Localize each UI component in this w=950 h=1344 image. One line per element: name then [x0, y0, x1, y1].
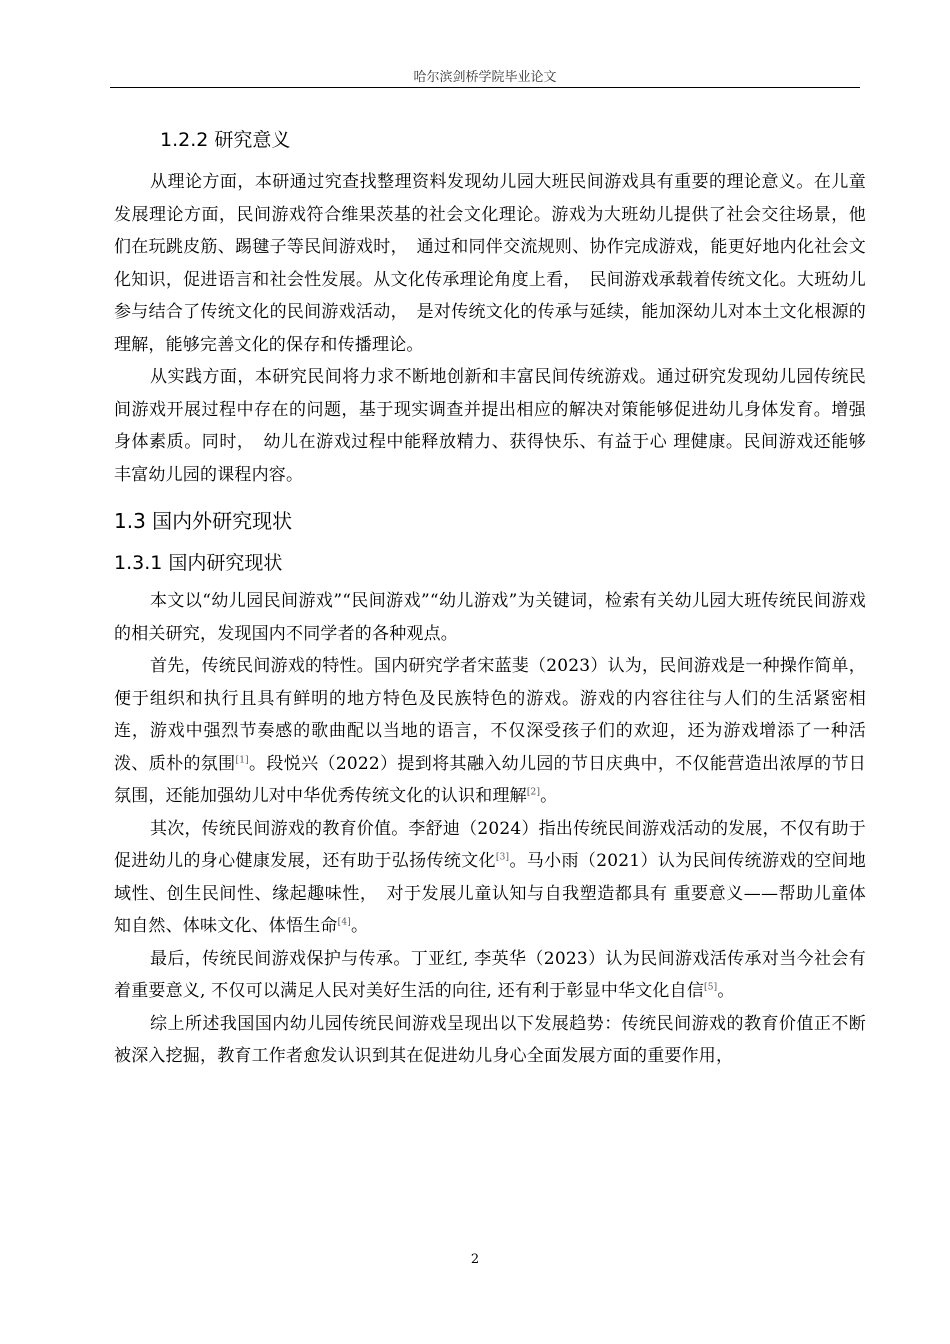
- section-heading-1-2-2: 1.2.2 研究意义: [160, 129, 291, 151]
- text-segment: 最后，传统民间游戏保护与传承。丁亚红, 李英华（2023）认为民间游戏活传承对当今社会有着重要意义, 不仅可以满足人民对美好生活的向往, 还有利于彰显中华文化自信: [114, 948, 866, 1001]
- citation-ref-4: [4]: [337, 917, 351, 928]
- citation-ref-5: [5]: [704, 982, 718, 993]
- section-heading-1-3-1: 1.3.1 国内研究现状: [114, 552, 283, 574]
- paragraph-characteristics: [114, 650, 866, 813]
- text-segment: 。: [717, 981, 735, 1001]
- citation-ref-3: [3]: [495, 852, 510, 863]
- paragraph-practice: 从实践方面，本研究民间将力求不断地创新和丰富民间传统游戏。通过研究发现幼儿园传统民间游戏开展过程中存在的问题，基于现实调查并提出相应的解决对策能够促进幼儿身体发育。增强身体素质。同时， 幼儿在游戏过程中能释放精力、获得快乐、有益于心 理健康。民间游戏还能够丰富幼儿园的课程内容。: [114, 367, 866, 485]
- header-divider: [110, 87, 860, 88]
- section-heading-1-3: 1.3 国内外研究现状: [114, 509, 293, 533]
- text-segment: 。: [540, 786, 558, 806]
- text-segment: 。段悦兴（2022）提到将其融入幼儿园的节日庆典中，不仅能营造出浓厚的节日氛围，还能加强幼儿对中华优秀传统文化的认识和理解: [114, 753, 866, 806]
- text-segment: 。: [350, 916, 369, 936]
- document-body: [114, 124, 866, 1073]
- page-number: 2: [470, 1252, 480, 1267]
- text-segment: 首先，传统民间游戏的特性。国内研究学者宋蓝斐（2023）认为，民间游戏是一种操作简单，便于组织和执行且具有鲜明的地方特色及民族特色的游戏。游戏的内容往往与人们的生活紧密相连，游戏中强烈节奏感的歌曲配以当地的语言，不仅深受孩子们的欢迎，还为游戏增添了一种活泼、质朴的氛围: [114, 656, 866, 774]
- text-segment: 。马小雨（2021）认为民间传统游戏的空间地域性、创生民间性、缘起趣味性， 对于发展儿童认知与自我塑造都具有 重要意义——帮助儿童体知自然、体味文化、体悟生命: [114, 851, 866, 936]
- paragraph-keywords: 本文以“幼儿园民间游戏”“民间游戏”“幼儿游戏”为关键词，检索有关幼儿园大班传统民间游戏的相关研究，发现国内不同学者的各种观点。: [114, 591, 866, 644]
- paragraph-theory: 从理论方面，本研通过究查找整理资料发现幼儿园大班民间游戏具有重要的理论意义。在儿童发展理论方面，民间游戏符合维果茨基的社会文化理论。游戏为大班幼儿提供了社会交往场景，他们在玩跳皮筋、踢毽子等民间游戏时， 通过和同伴交流规则、协作完成游戏，能更好地内化社会文化知识，促进语言和社会性发展。从文化传承理论角度上看， 民间游戏承载着传统文化。大班幼儿参与结合了传统文化的民间游戏活动， 是对传统文化的传承与延续，能加深幼儿对本土文化根源的理解，能够完善文化的保存和传播理论。: [114, 172, 866, 355]
- paragraph-inheritance: [114, 943, 866, 1008]
- page-header: 哈尔滨剑桥学院毕业论文: [413, 70, 557, 85]
- citation-ref-2: [2]: [526, 787, 541, 798]
- text-segment: 其次，传统民间游戏的教育价值。李舒迪（2024）指出传统民间游戏活动的发展，不仅有助于促进幼儿的身心健康发展，还有助于弘扬传统文化: [114, 818, 866, 871]
- paragraph-summary: 综上所述我国国内幼儿园传统民间游戏呈现出以下发展趋势：传统民间游戏的教育价值正不断被深入挖掘，教育工作者愈发认识到其在促进幼儿身心全面发展方面的重要作用，: [114, 1013, 866, 1066]
- paragraph-educational-value: [114, 813, 866, 943]
- citation-ref-1: [1]: [235, 754, 249, 765]
